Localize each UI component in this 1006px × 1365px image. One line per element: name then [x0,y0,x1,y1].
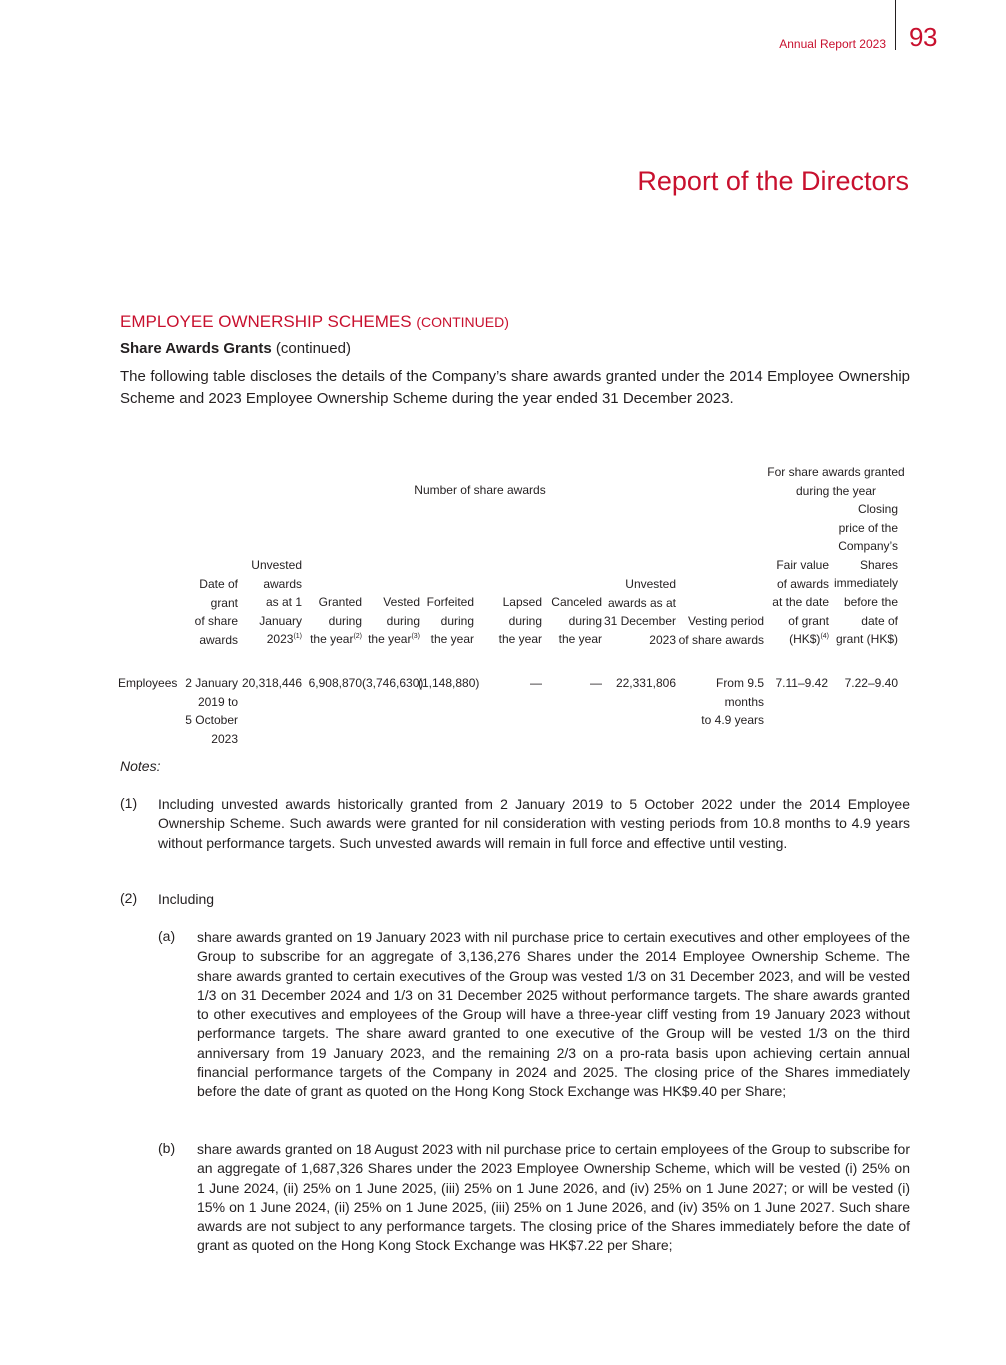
note-2a-number: (a) [158,928,176,944]
cell-forfeited: (1,148,880) [418,676,480,690]
cell-unvested-end: 22,331,806 [615,676,676,690]
page-title: Report of the Directors [637,166,909,196]
notes-title: Notes: [120,758,161,774]
note-2-text: Including [158,891,215,907]
sub-heading-suffix: (continued) [275,340,351,357]
header-forfeited: Forfeited during the year [426,595,474,647]
header-lapsed: Lapsed during the year [498,595,542,647]
report-label: Annual Report 2023 [779,37,886,51]
group-header-number-of-awards: Number of share awards [414,483,546,497]
note-2b-text: share awards granted on 18 August 2023 with nil purchase price to certain employees of the Group to subscribe for an aggregate of 1,687,326 Shares under the 2023 Employee Ownership Scheme, which will be vested (i) 25% on 1 June 2024, (ii) 25% on 1 June 2025, (iii) 25% on 1 June 2026, and (iv) 25% on 1 June 2027; or will be vested (i) 15% on 1 June 2024, (ii) 25% on 1 June 2025, (iii) 25% on 1 June 2026, and (iv) 35% on 1 June 2027. Such share awards are not subject to any performance targets. The closing price of the Shares immediately before the date of grant as quoted on the Hong Kong Stock Exchange was HK$7.22 per Share; [197,1141,910,1254]
header-unvested-start: Unvested awards as at 1 January 2023$^{(1)}$ [251,558,302,647]
row-category: Employees [118,676,178,690]
note-1-number: (1) [120,795,138,811]
section-heading-suffix: (CONTINUED) [416,314,509,330]
header-unvested-end: Unvested awards as at 31 December 2023 [603,577,676,647]
cell-vesting-period: From 9.5 months to 4.9 years [701,676,764,728]
header-closing-price: Closing price of the Company’s Shares immediately before the date of grant (HK$) [833,502,898,647]
sub-heading [120,340,910,357]
cell-fair-value: 7.11–9.42 [775,676,828,690]
cell-date-of-grant: 2 January 2019 to 5 October 2023 [185,676,238,746]
note-2b-number: (b) [158,1140,176,1156]
cell-granted: 6,908,870 [308,676,362,690]
section-heading-text: EMPLOYEE OWNERSHIP SCHEMES [120,312,412,331]
cell-lapsed: — [530,676,542,690]
share-awards-table [118,460,908,760]
header-divider [895,0,896,50]
header-fair-value: Fair value of awards at the date of grant (HK$)$^{(4)}$ [772,558,829,647]
header-granted: Granted during the year$^{(2)}$ [310,595,362,647]
header-canceled: Canceled during the year [551,595,602,647]
sub-heading-bold: Share Awards Grants [120,340,272,357]
note-2a-text: share awards granted on 19 January 2023 with nil purchase price to certain executives and other employees of the Group to subscribe for an aggregate of 3,136,276 Shares under the 2014 Employee Ownership Scheme. The share awards granted to certain executives of the Group was vested 1/3 on 31 December 2023, and will be vested 1/3 on 31 December 2024 and 1/3 on 31 December 2025 without performance targets. The share awards granted to other executives and employees of the Group will have a three-year cliff vesting from 19 January 2023 without performance targets. The share award granted to one executive of the Group will be vested 1/3 on the third anniversary from 19 January 2023, and the remaining 2/3 on a pro-rata basis upon achieving certain annual financial performance targets of the Company in 2024 and 2025. The closing price of the Shares immediately before the date of grant as quoted on the Hong Kong Stock Exchange was HK$9.40 per Share; [197,929,910,1100]
note-1-text: Including unvested awards historically granted from 2 January 2019 to 5 October 2022 under the 2014 Employee Ownership Scheme. Such awards were granted for nil consideration with vesting periods from 10.8 months to 4.9 years without performance targets. Such unvested awards will remain in full force and effective until vesting. [158,796,910,851]
note-2-number: (2) [120,890,138,906]
cell-unvested-start: 20,318,446 [241,676,302,690]
cell-canceled: — [590,676,602,690]
intro-paragraph: The following table discloses the details of the Company’s share awards granted under the 2014 Employee Ownership Scheme and 2023 Employee Ownership Scheme during the year ended 31 December 2023. [120,368,910,407]
group-header-for-granted: For share awards granted during the year [767,465,905,498]
header-vested: Vested during the year$^{(3)}$ [368,595,420,647]
section-heading [120,312,910,332]
page-number: 93 [909,22,937,52]
cell-closing-price: 7.22–9.40 [844,676,898,690]
cell-vested: (3,746,630) [362,676,424,690]
header-date-of-grant: Date of grant of share awards [194,577,238,647]
header-vesting-period: Vesting period of share awards [678,614,764,647]
